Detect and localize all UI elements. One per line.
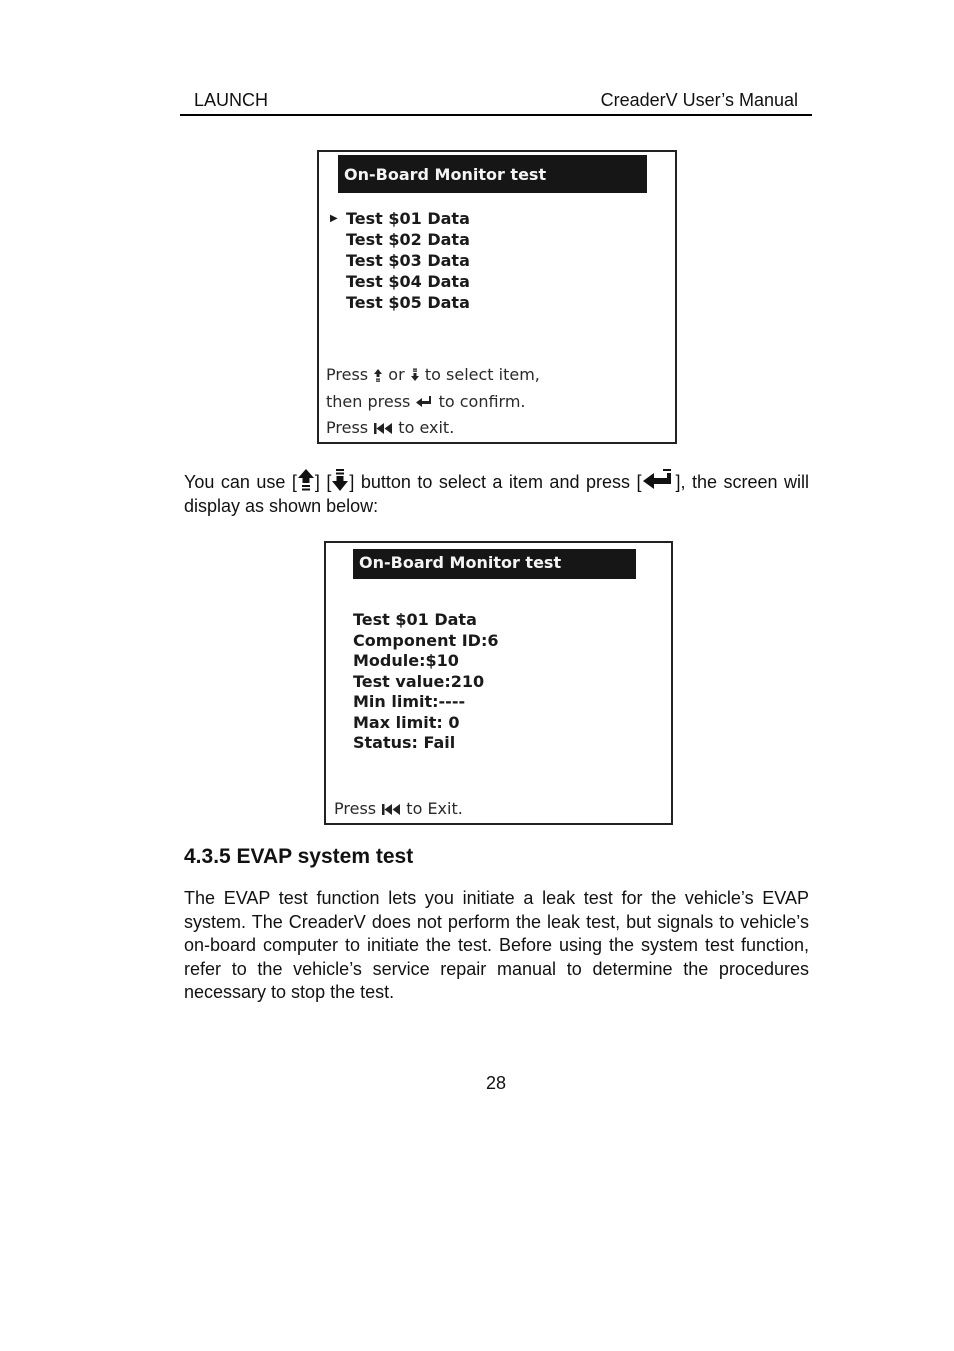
down-arrow-icon	[410, 368, 420, 382]
result-line: Test value:210	[353, 671, 485, 691]
menu-item[interactable]: ▶ Test $01 Data	[330, 209, 470, 228]
screen-title: On-Board Monitor test	[353, 549, 636, 579]
section-heading: 4.3.5 EVAP system test	[184, 845, 414, 868]
result-line: Max limit: 0	[353, 712, 460, 732]
test-menu	[330, 208, 470, 313]
down-button-icon	[331, 468, 349, 492]
enter-button-icon	[641, 468, 675, 492]
instruction-paragraph: You can use [ ] [ ] button to select a item and press [ ], the screen will display as shown below:	[184, 468, 809, 518]
result-line: Module:$10	[353, 651, 459, 670]
up-arrow-icon	[373, 368, 383, 382]
result-line: Status: Fail	[353, 733, 456, 752]
result-line: Component ID:6	[353, 630, 499, 650]
header-brand: LAUNCH	[194, 90, 269, 110]
result-line: Test $01 Data	[353, 610, 477, 629]
hint-exit: Press to exit.	[326, 418, 455, 437]
cursor-arrow-icon: ▶	[330, 213, 338, 224]
hint-select: Press or to select item,	[326, 365, 540, 384]
enter-icon	[415, 395, 433, 409]
back-icon	[381, 803, 401, 816]
menu-item[interactable]: Test $02 Data	[346, 230, 470, 249]
screen-title: On-Board Monitor test	[338, 155, 647, 193]
device-screen-result	[324, 541, 673, 825]
back-icon	[373, 422, 393, 435]
page-number: 28	[485, 1073, 507, 1093]
menu-item[interactable]: Test $03 Data	[346, 251, 470, 270]
test-result-details	[353, 610, 498, 754]
page-header	[180, 88, 812, 116]
up-button-icon	[297, 468, 315, 492]
device-screen-menu	[317, 150, 677, 444]
header-manual-title: CreaderV User’s Manual	[600, 90, 798, 110]
menu-item[interactable]: Test $04 Data	[346, 272, 470, 291]
section-body: The EVAP test function lets you initiate a leak test for the vehicle’s EVAP system. The CreaderV does not perform the leak test, but signals to vehicle’s on-board computer to initiate the test. Before using the system test function, refer to the vehicle’s service repair manual to determine the procedures necessary to stop the test.	[184, 888, 809, 1002]
hint-confirm: then press to confirm.	[326, 392, 526, 411]
result-line: Min limit:----	[353, 692, 466, 711]
menu-item[interactable]: Test $05 Data	[346, 293, 470, 312]
hint-exit: Press to Exit.	[334, 799, 463, 818]
